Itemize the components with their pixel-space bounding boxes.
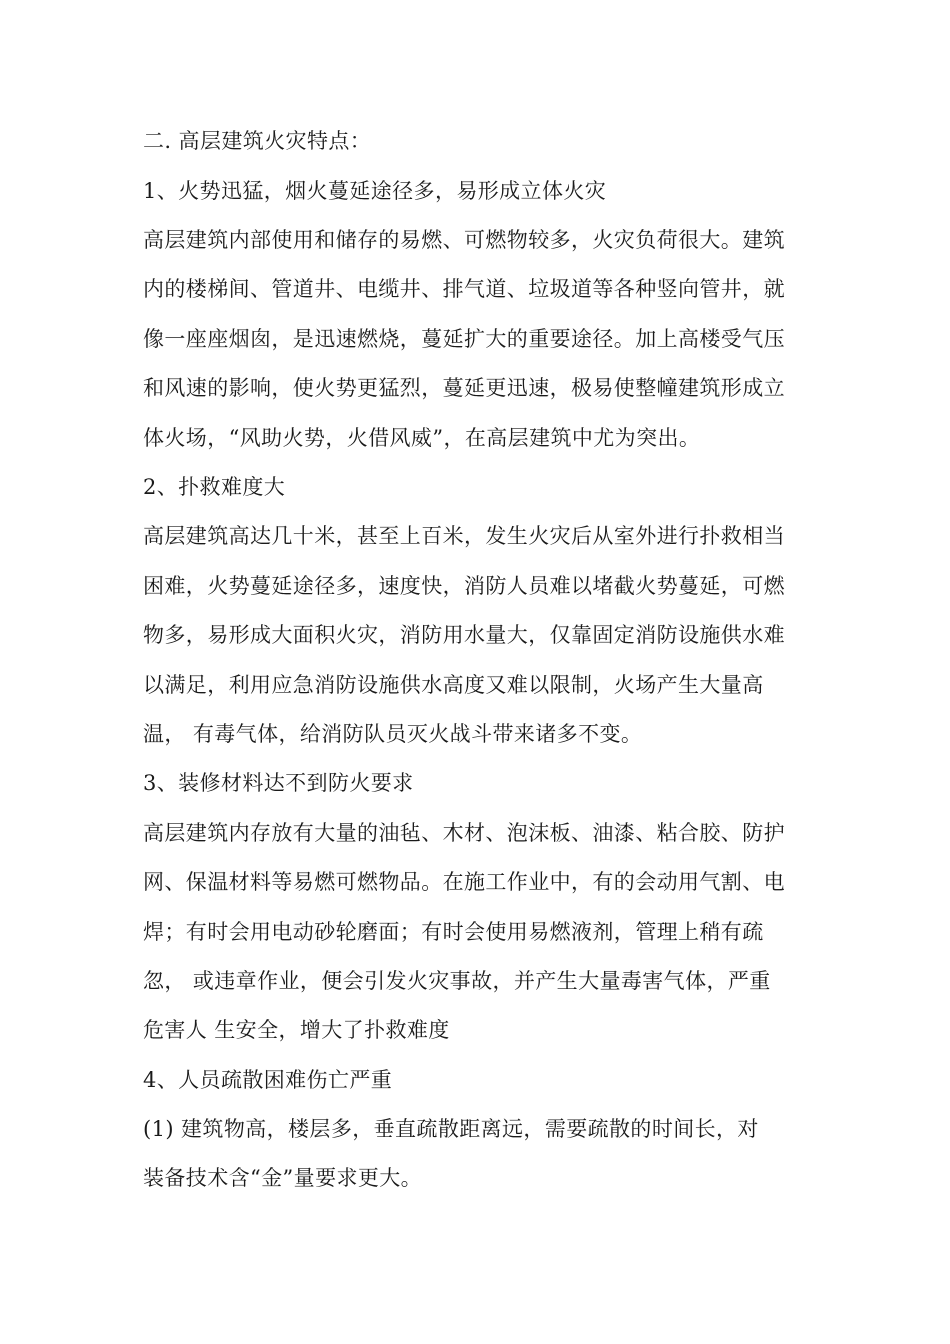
section-1-line-2: 内的楼梯间、管道井、电缆井、排气道、垃圾道等各种竖向管井，就 [143,277,785,301]
section-3-line-2: 网、保温材料等易燃可燃物品。在施工作业中，有的会动用气割、电 [143,870,785,894]
section-3-line-1: 高层建筑内存放有大量的油毡、木材、泡沫板、油漆、粘合胶、防护 [143,821,785,845]
section-title: 二. 高层建筑火灾特点： [143,129,372,153]
section-1-heading: 1、火势迅猛，烟火蔓延途径多，易形成立体火灾 [143,179,607,203]
section-3-line-5: 危害人 生安全，增大了扑救难度 [143,1018,450,1042]
section-1-line-1: 高层建筑内部使用和储存的易燃、可燃物较多，火灾负荷很大。建筑 [143,228,785,252]
section-2-line-4: 以满足，利用应急消防设施供水高度又难以限制，火场产生大量高 [143,673,764,697]
section-2-line-3: 物多，易形成大面积火灾，消防用水量大，仅靠固定消防设施供水难 [143,623,785,647]
section-2-line-5: 温， 有毒气体，给消防队员灭火战斗带来诸多不变。 [143,722,643,746]
section-3-line-3: 焊；有时会用电动砂轮磨面；有时会使用易燃液剂，管理上稍有疏 [143,920,764,944]
section-2-line-1: 高层建筑高达几十米，甚至上百米，发生火灾后从室外进行扑救相当 [143,524,785,548]
section-1-line-4: 和风速的影响，使火势更猛烈，蔓延更迅速，极易使整幢建筑形成立 [143,376,785,400]
section-4-line-2: 装备技术含“金”量要求更大。 [143,1166,423,1190]
section-1-line-3: 像一座座烟囱，是迅速燃烧，蔓延扩大的重要途径。加上高楼受气压 [143,327,785,351]
section-3-line-4: 忽， 或违章作业，便会引发火灾事故，并产生大量毒害气体，严重 [143,969,771,993]
section-2-heading: 2、扑救难度大 [143,475,286,499]
section-2-line-2: 困难，火势蔓延途径多，速度快，消防人员难以堵截火势蔓延，可燃 [143,574,785,598]
section-1-line-5: 体火场，“风助火势，火借风威”，在高层建筑中尤为突出。 [143,426,701,450]
section-4-heading: 4、人员疏散困难伤亡严重 [143,1068,393,1092]
section-3-heading: 3、装修材料达不到防火要求 [143,771,414,795]
section-4-line-1: (1) 建筑物高，楼层多，垂直疏散距离远，需要疏散的时间长，对 [143,1117,759,1141]
